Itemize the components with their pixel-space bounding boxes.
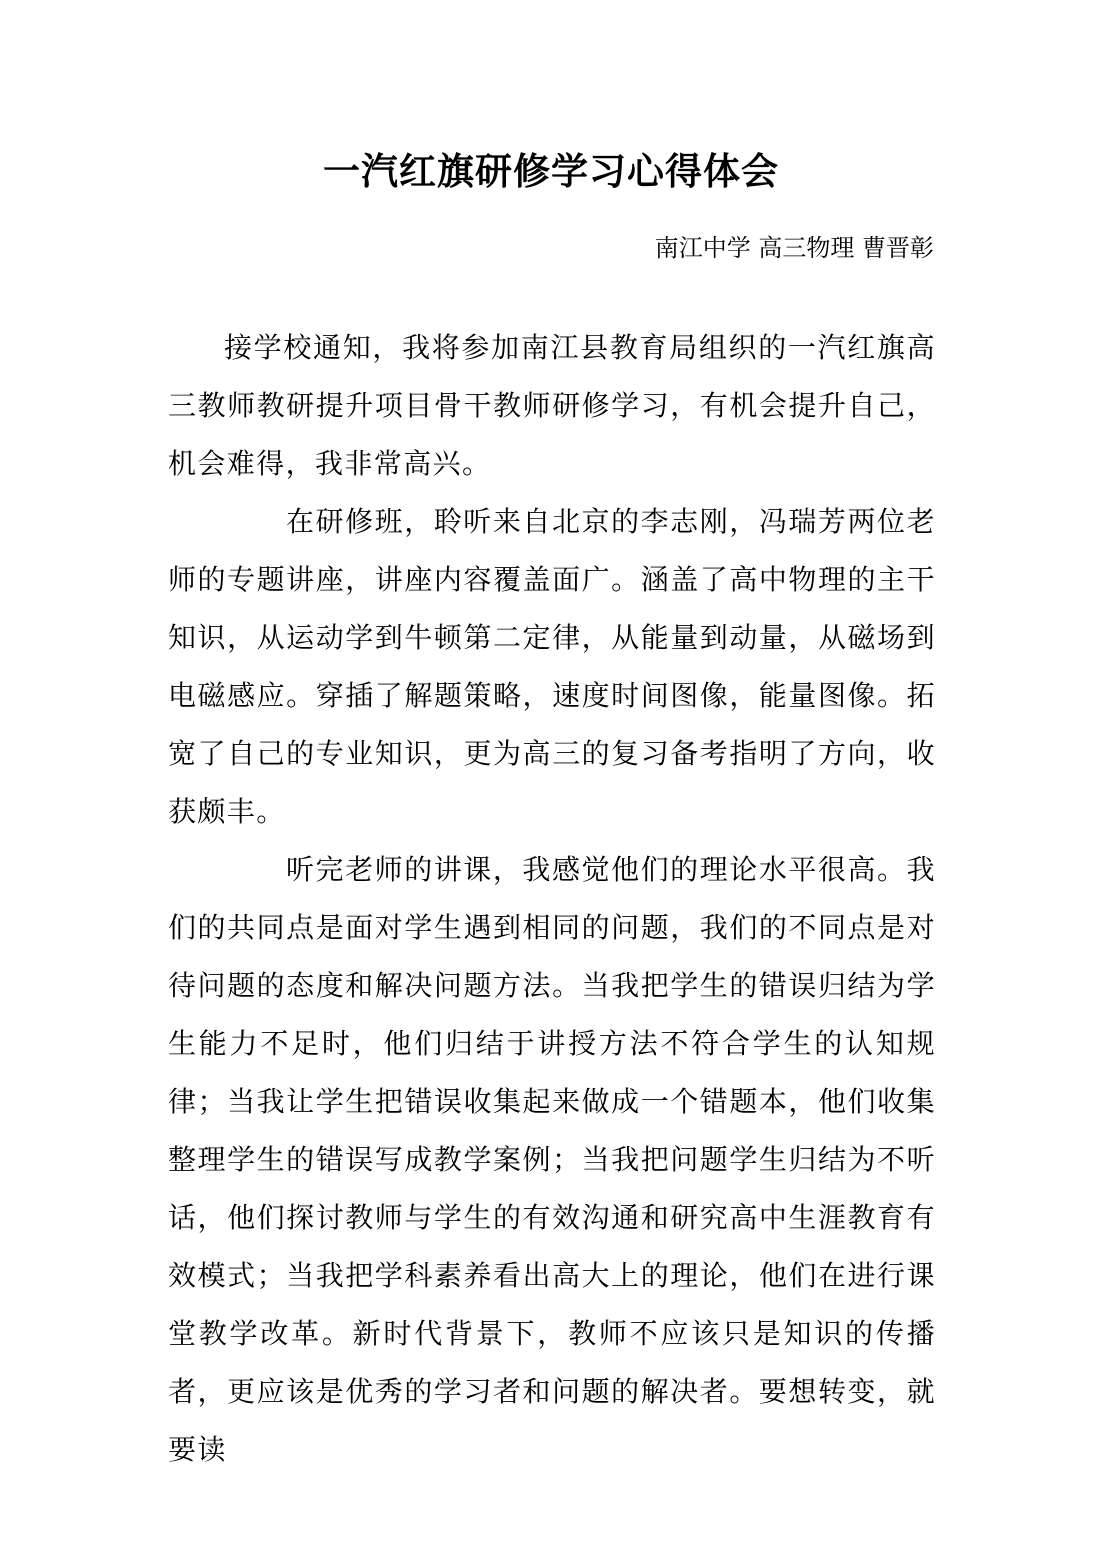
author-line: 南江中学 高三物理 曹晋彰 [654, 234, 934, 262]
paragraph-3: 听完老师的讲课，我感觉他们的理论水平很高。我们的共同点是面对学生遇到相同的问题，我们的不同点是对待问题的态度和解决问题方法。当我把学生的错误归结为学生能力不足时，他们归结于讲授方法不符合学生的认知规律；当我让学生把错误收集起来做成一个错题本，他们收集整理学生的错误写成教学案例；当我把问题学生归结为不听话，他们探讨教师与学生的有效沟通和研究高中生涯教育有效模式；当我把学科素养看出高大上的理论，他们在进行课堂教学改革。新时代背景下，教师不应该只是知识的传播者，更应该是优秀的学习者和问题的解决者。要想转变，就要读 [168, 853, 936, 1466]
paragraph-1: 接学校通知，我将参加南江县教育局组织的一汽红旗高三教师教研提升项目骨干教师研修学习，有机会提升自己，机会难得，我非常高兴。 [168, 331, 936, 480]
document-title: 一汽红旗研修学习心得体会 [323, 150, 779, 193]
paragraph-2: 在研修班，聆听来自北京的李志刚，冯瑞芳两位老师的专题讲座，讲座内容覆盖面广。涵盖了高中物理的主干知识，从运动学到牛顿第二定律，从能量到动量，从磁场到电磁感应。穿插了解题策略，速度时间图像，能量图像。拓宽了自己的专业知识，更为高三的复习备考指明了方向，收获颇丰。 [168, 505, 936, 828]
document-body [168, 319, 936, 1479]
